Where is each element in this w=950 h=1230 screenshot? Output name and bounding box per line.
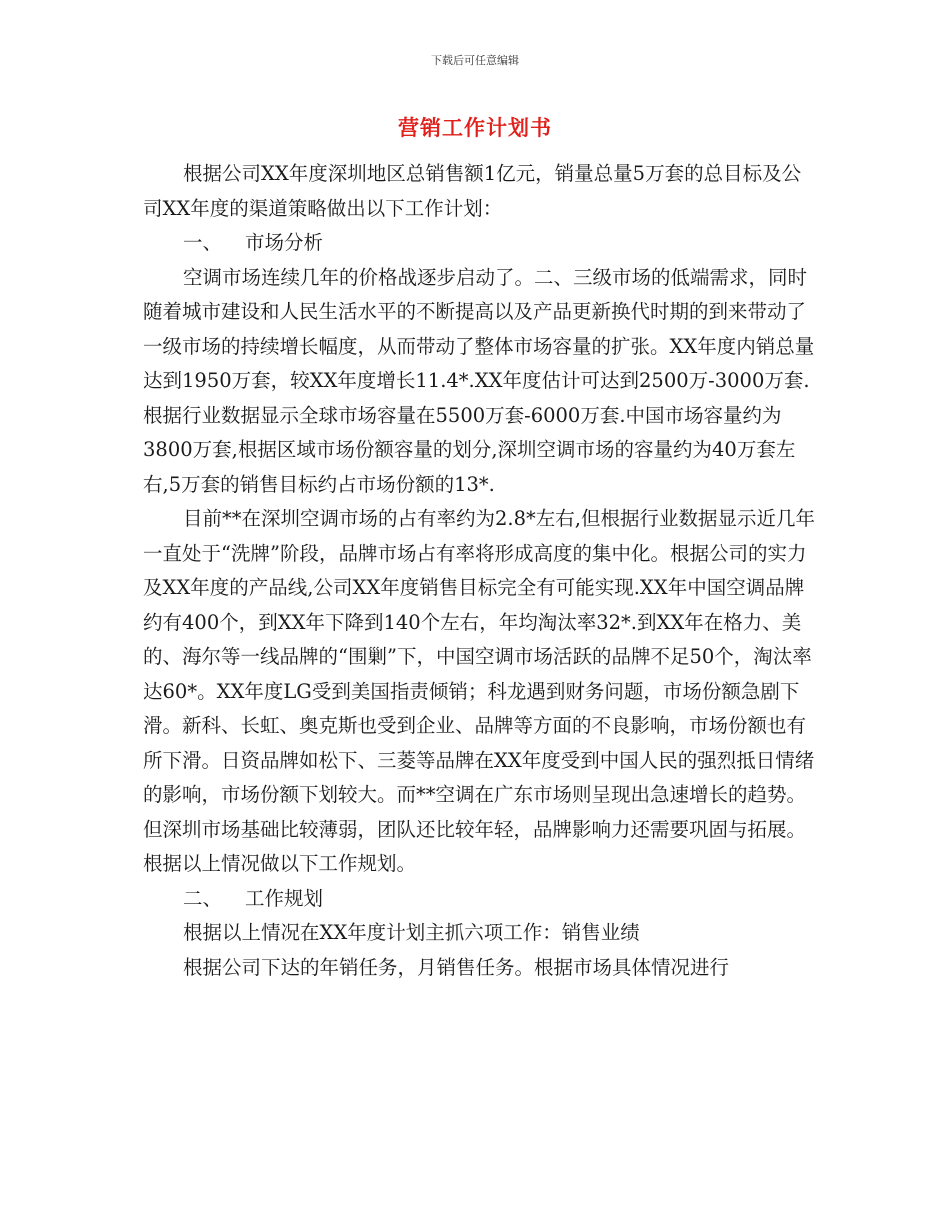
page-header-note: 下载后可任意编辑 xyxy=(431,54,519,67)
market-analysis-paragraph: 空调市场连续几年的价格战逐步启动了。二、三级市场的低端需求，同时随着城市建设和人民生活水平的不断提高以及产品更新换代时期的到来带动了一级市场的持续增长幅度，从而带动了整体市场容量的扩张。XX年度内销总量达到1950万套，较XX年度增长11.4*.XX年度估计可达到2500万-3000万套.根据行业数据显示全球市场容量在5500万套-6000万套.中国市场容量约为3800万套,根据区域市场份额容量的划分,深圳空调市场的容量约为40万套左右,5万套的销售目标约占市场份额的13*. xyxy=(143,265,815,496)
market-share-paragraph: 目前**在深圳空调市场的占有率约为2.8*左右,但根据行业数据显示近几年一直处于“洗牌”阶段，品牌市场占有率将形成高度的集中化。根据公司的实力及XX年度的产品线,公司XX年度销售目标完全有可能实现.XX年中国空调品牌约有400个，到XX年下降到140个左右，年均淘汰率32*.到XX年在格力、美的、海尔等一线品牌的“围剿”下，中国空调市场活跃的品牌不足50个，淘汰率达60*。XX年度LG受到美国指责倾销；科龙遇到财务问题，市场份额急剧下滑。新科、长虹、奥克斯也受到企业、品牌等方面的不良影响，市场份额也有所下滑。日资品牌如松下、三菱等品牌在XX年度受到中国人民的强烈抵日情绪的影响，市场份额下划较大。而**空调在广东市场则呈现出急速增长的趋势。但深圳市场基础比较薄弱，团队还比较年轻，品牌影响力还需要巩固与拓展。根据以上情况做以下工作规划。 xyxy=(143,507,815,875)
section-title: 工作规划 xyxy=(245,886,324,910)
work-plan-paragraph: 根据以上情况在XX年度计划主抓六项工作：销售业绩 xyxy=(183,921,640,944)
intro-paragraph: 根据公司XX年度深圳地区总销售额1亿元，销量总量5万套的总目标及公司XX年度的渠道策略做出以下工作计划： xyxy=(143,162,802,220)
section-heading-work-plan xyxy=(143,882,818,917)
section-number: 一、 xyxy=(183,231,223,254)
section-heading-market-analysis xyxy=(143,226,818,261)
document-title: 营销工作计划书 xyxy=(398,116,552,140)
section-number: 二、 xyxy=(183,886,223,910)
document-body xyxy=(143,157,818,985)
section-title: 市场分析 xyxy=(245,231,324,254)
sales-task-paragraph: 根据公司下达的年销任务，月销售任务。根据市场具体情况进行 xyxy=(183,955,730,979)
